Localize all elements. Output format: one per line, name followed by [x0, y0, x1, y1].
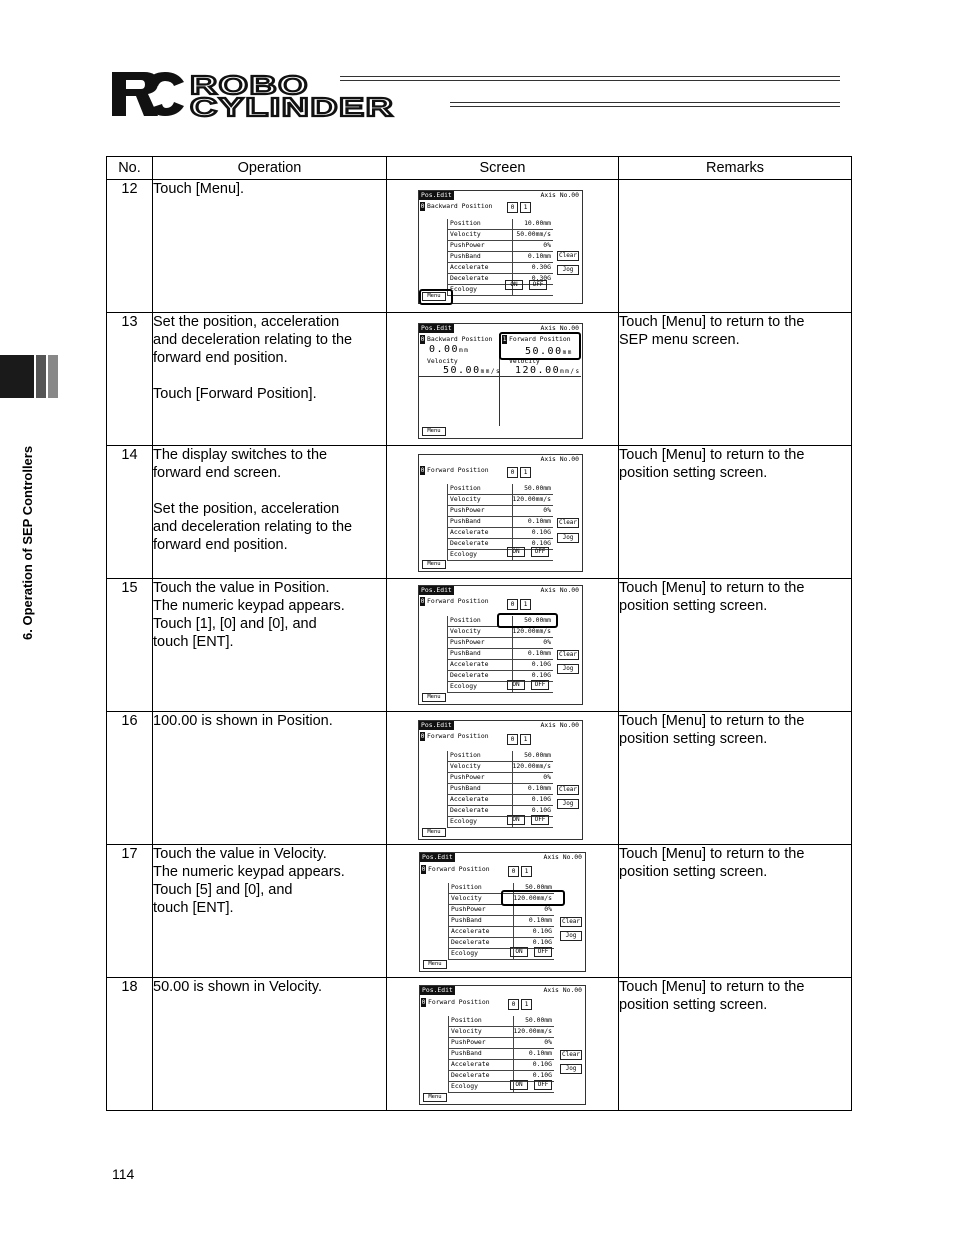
axis-number: Axis No.00	[540, 455, 579, 463]
digit-buttons: 0 1	[507, 467, 533, 478]
digit-buttons: 0 1	[507, 734, 533, 745]
on-button[interactable]: ON	[507, 680, 525, 690]
axis-number: Axis No.00	[540, 324, 579, 332]
table-header-row	[107, 157, 852, 180]
position-label: 0 Forward Position	[420, 732, 489, 740]
step-operation: Touch the value in Velocity. The numeric keypad appears. Touch [5] and [0], and touch [ENT].	[153, 845, 387, 978]
forward-position-value: 50.00mm	[525, 346, 573, 357]
step-remarks: Touch [Menu] to return to the position setting screen.	[619, 579, 852, 712]
chapter-tab	[0, 355, 58, 398]
step-number: 12	[107, 180, 153, 313]
table-row	[107, 579, 852, 712]
off-button[interactable]: OFF	[531, 815, 549, 825]
step-screen	[387, 579, 619, 712]
jog-button[interactable]: Jog	[557, 664, 579, 674]
digit-buttons: 0 1	[508, 999, 534, 1010]
step-screen	[387, 446, 619, 579]
param-table: Position 10.00mm Velocity 50.00mm/s PushPower 0% PushBand 0.10mm Accelerate 0.30G Decelerate 0.30G Ecology	[447, 219, 553, 296]
screen-title: Pos.Edit	[421, 324, 452, 332]
step-screen	[387, 845, 619, 978]
param-table: Position 50.00mm Velocity 120.00mm/s PushPower 0% PushBand 0.10mm Accelerate 0.10G Decelerate 0.10G Ecology	[447, 484, 553, 561]
screen-pos-edit	[419, 852, 586, 972]
step-remarks: Touch [Menu] to return to the position setting screen.	[619, 712, 852, 845]
menu-button[interactable]: Menu	[423, 960, 447, 969]
logo-word-cylinder: CYLINDER	[190, 92, 395, 122]
header-screen: Screen	[387, 157, 619, 180]
clear-button[interactable]: Clear	[561, 1051, 581, 1058]
step-number: 13	[107, 313, 153, 446]
on-button[interactable]: ON	[507, 547, 525, 557]
off-button[interactable]: OFF	[534, 947, 552, 957]
forward-velocity-value: 120.00mm/s	[515, 365, 581, 376]
step-operation: Touch the value in Position. The numeric keypad appears. Touch [1], [0] and [0], and touch [ENT].	[153, 579, 387, 712]
screen-title: Pos.Edit	[421, 191, 452, 199]
backward-position-value: 0.00mm	[429, 344, 470, 355]
step-number: 14	[107, 446, 153, 579]
menu-highlight	[419, 289, 453, 305]
menu-button[interactable]: Menu	[423, 1093, 447, 1102]
table-row	[107, 978, 852, 1111]
position-label: 0 Forward Position	[420, 466, 489, 474]
screen-pos-edit	[419, 985, 586, 1105]
menu-button[interactable]: Menu	[422, 828, 446, 837]
position-label: 0 Forward Position	[421, 865, 490, 873]
logo-rule-bottom	[450, 102, 840, 107]
step-screen	[387, 978, 619, 1111]
velocity-label-left: Velocity	[427, 357, 458, 365]
step-screen	[387, 180, 619, 313]
step-number: 17	[107, 845, 153, 978]
jog-button[interactable]: Jog	[560, 1064, 582, 1074]
velocity-value-highlight	[501, 890, 565, 906]
operation-table	[106, 156, 852, 1111]
forward-position-highlight	[499, 332, 581, 360]
axis-number: Axis No.00	[540, 191, 579, 199]
menu-button[interactable]: Menu	[422, 427, 446, 436]
table-row	[107, 446, 852, 579]
table-row	[107, 180, 852, 313]
param-table: Position 50.00mm Velocity 120.00mm/s PushPower 0% PushBand 0.10mm Accelerate 0.10G Decelerate 0.10G Ecology	[447, 616, 553, 693]
step-remarks: Touch [Menu] to return to the position setting screen.	[619, 446, 852, 579]
jog-button[interactable]: Jog	[557, 265, 579, 275]
clear-button[interactable]: Clear	[558, 519, 578, 526]
step-remarks	[619, 180, 852, 313]
logo-word-robo: ROBO	[190, 70, 309, 100]
param-table: Position 50.00mm Velocity 120.00mm/s PushPower 0% PushBand 0.10mm Accelerate 0.10G Decelerate 0.10G Ecology	[448, 883, 554, 960]
table-row	[107, 845, 852, 978]
digit-buttons: 0 1	[507, 202, 533, 213]
axis-number: Axis No.00	[543, 986, 582, 994]
axis-number: Axis No.00	[543, 853, 582, 861]
step-operation: The display switches to the forward end screen. Set the position, acceleration and deceleration relating to the forward end position.	[153, 446, 387, 579]
backward-position-label[interactable]: 0 Backward Position	[420, 335, 493, 343]
header-no: No.	[107, 157, 153, 180]
rc-logo-icon	[110, 70, 185, 118]
menu-button[interactable]: Menu	[422, 560, 446, 569]
table-row	[107, 313, 852, 446]
step-operation: Touch [Menu].	[153, 180, 387, 313]
digit-buttons: 0 1	[508, 866, 534, 877]
off-button[interactable]: OFF	[531, 547, 549, 557]
step-screen	[387, 712, 619, 845]
jog-button[interactable]: Jog	[557, 799, 579, 809]
backward-velocity-value: 50.00mm/s	[443, 365, 502, 376]
clear-button[interactable]: Clear	[558, 786, 578, 793]
position-label: 0 Forward Position	[420, 597, 489, 605]
step-operation: 100.00 is shown in Position.	[153, 712, 387, 845]
velocity-label-right: Velocity	[509, 357, 540, 365]
on-button[interactable]: ON	[510, 1080, 528, 1090]
step-remarks: Touch [Menu] to return to the SEP menu screen.	[619, 313, 852, 446]
step-screen	[387, 313, 619, 446]
step-remarks: Touch [Menu] to return to the position setting screen.	[619, 978, 852, 1111]
screen-title: Pos.Edit	[422, 853, 453, 861]
jog-button[interactable]: Jog	[557, 533, 579, 543]
step-number: 16	[107, 712, 153, 845]
screen-pos-edit-overview	[418, 323, 583, 439]
screen-title	[419, 455, 423, 464]
chapter-label: 6. Operation of SEP Controllers	[20, 445, 35, 640]
param-table: Position 50.00mm Velocity 120.00mm/s PushPower 0% PushBand 0.10mm Accelerate 0.10G Decelerate 0.10G Ecology	[447, 751, 553, 828]
menu-button[interactable]: Menu	[422, 693, 446, 702]
menu-button[interactable]: Menu	[422, 292, 446, 301]
screen-title: Pos.Edit	[421, 586, 452, 594]
position-value-highlight	[497, 613, 558, 628]
step-operation: Set the position, acceleration and deceleration relating to the forward end position. Touch [Forward Position].	[153, 313, 387, 446]
jog-button[interactable]: Jog	[560, 931, 582, 941]
step-number: 15	[107, 579, 153, 712]
axis-number: Axis No.00	[540, 586, 579, 594]
position-label: 0 Backward Position	[420, 202, 493, 210]
logo-rule-top	[340, 76, 840, 81]
screen-pos-edit	[418, 190, 583, 304]
screen-pos-edit	[418, 585, 583, 705]
on-button[interactable]: ON	[510, 947, 528, 957]
screen-title: Pos.Edit	[421, 721, 452, 729]
off-button[interactable]: OFF	[529, 280, 547, 290]
clear-button[interactable]: Clear	[561, 918, 581, 925]
screen-pos-edit	[418, 720, 583, 840]
off-button[interactable]: OFF	[531, 680, 549, 690]
step-operation: 50.00 is shown in Velocity.	[153, 978, 387, 1111]
position-label: 0 Forward Position	[421, 998, 490, 1006]
page-number: 114	[112, 1166, 135, 1182]
digit-buttons: 0 1	[507, 599, 533, 610]
header-operation: Operation	[153, 157, 387, 180]
clear-button[interactable]: Clear	[558, 252, 578, 259]
robo-cylinder-logo	[110, 70, 850, 120]
table-row	[107, 712, 852, 845]
param-table: Position 50.00mm Velocity 120.00mm/s PushPower 0% PushBand 0.10mm Accelerate 0.10G Decelerate 0.10G Ecology	[448, 1016, 554, 1093]
clear-button[interactable]: Clear	[558, 651, 578, 658]
screen-title: Pos.Edit	[422, 986, 453, 994]
on-button[interactable]: ON	[505, 280, 523, 290]
on-button[interactable]: ON	[507, 815, 525, 825]
step-remarks: Touch [Menu] to return to the position setting screen.	[619, 845, 852, 978]
header-remarks: Remarks	[619, 157, 852, 180]
forward-position-label[interactable]: 1 Forward Position	[502, 335, 571, 343]
screen-pos-edit	[418, 454, 583, 572]
off-button[interactable]: OFF	[534, 1080, 552, 1090]
step-number: 18	[107, 978, 153, 1111]
axis-number: Axis No.00	[540, 721, 579, 729]
